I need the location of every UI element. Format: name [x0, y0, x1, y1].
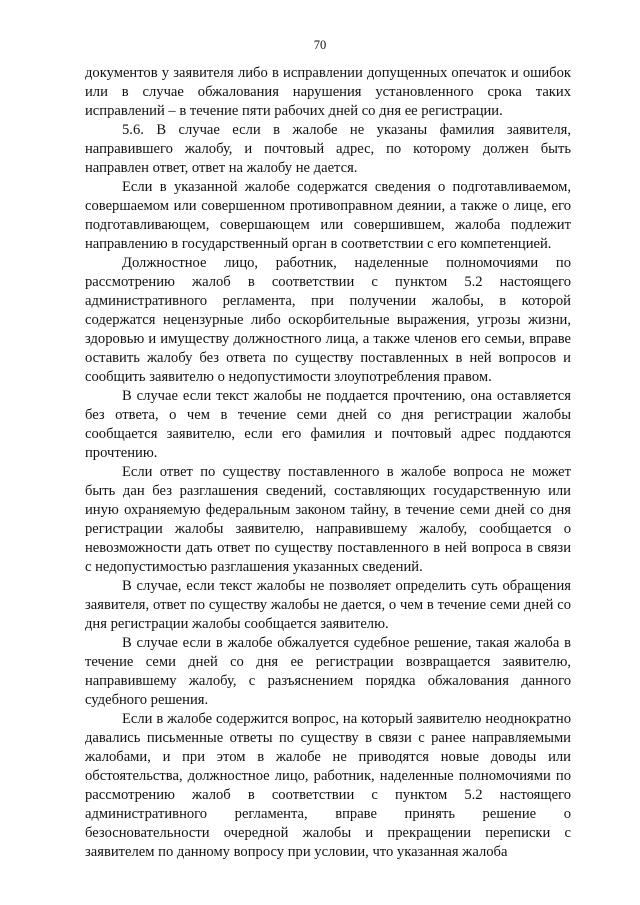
paragraph-court-decision: В случае если в жалобе обжалуется судебное решение, такая жалоба в течение семи дней со дня ее регистрации возвращается заявителю, направившему жалобу, с разъяснением порядка обжалования данного судебного решения. [85, 635, 571, 708]
page-number: 70 [313, 38, 327, 52]
paragraph-state-secret: Если ответ по существу поставленного в жалобе вопроса не может быть дан без разглашения сведений, составляющих государственную или иную охраняемую федеральным законом тайну, в течение семи дней со дня регистрации жалобы заявителю, направившему жалобу, сообщается о невозможности дать ответ по существу поставленного в ней вопроса в связи с недопустимостью разглашения указанных сведений. [85, 464, 571, 575]
paragraph-continuation: документов у заявителя либо в исправлении допущенных опечаток и ошибок или в случае обжалования нарушения установленного срока таких исправлений – в течение пяти рабочих дней со дня ее регистрации. [85, 65, 571, 119]
paragraph-unclear-essence: В случае, если текст жалобы не позволяет определить суть обращения заявителя, ответ по существу жалобы не дается, о чем в течение семи дней со дня регистрации жалобы сообщается заявителю. [85, 578, 571, 632]
paragraph-unlawful-act: Если в указанной жалобе содержатся сведения о подготавливаемом, совершаемом или совершенном противоправном деянии, а также о лице, его подготавливающем, совершающем или совершившем, жалоба подлежит направлению в государственный орган в соответствии с его компетенцией. [85, 179, 571, 252]
paragraph-5-6: 5.6. В случае если в жалобе не указаны фамилия заявителя, направившего жалобу, и почтовый адрес, по которому должен быть направлен ответ, ответ на жалобу не дается. [85, 122, 571, 176]
paragraph-repeated-complaint: Если в жалобе содержится вопрос, на который заявителю неоднократно давались письменные ответы по существу в связи с ранее направляемыми жалобами, и при этом в жалобе не приводятся новые доводы или обстоятельства, должностное лицо, работник, наделенные полномочиями по рассмотрению жалоб в соответствии с пунктом 5.2 настоящего административного регламента, вправе принять решение о безосновательности очередной жалобы и прекращении переписки с заявителем по данному вопросу при условии, что указанная жалоба [85, 711, 571, 860]
document-body [85, 64, 571, 862]
paragraph-unreadable-text: В случае если текст жалобы не поддается прочтению, она оставляется без ответа, о чем в течение семи дней со дня регистрации жалобы сообщается заявителю, если его фамилия и почтовый адрес поддаются прочтению. [85, 388, 571, 461]
paragraph-offensive-language: Должностное лицо, работник, наделенные полномочиями по рассмотрению жалоб в соответствии с пунктом 5.2 настоящего административного регламента, при получении жалобы, в которой содержатся нецензурные либо оскорбительные выражения, угрозы жизни, здоровью и имуществу должностного лица, а также членов его семьи, вправе оставить жалобу без ответа по существу поставленных в ней вопросов и сообщить заявителю о недопустимости злоупотребления правом. [85, 255, 571, 385]
